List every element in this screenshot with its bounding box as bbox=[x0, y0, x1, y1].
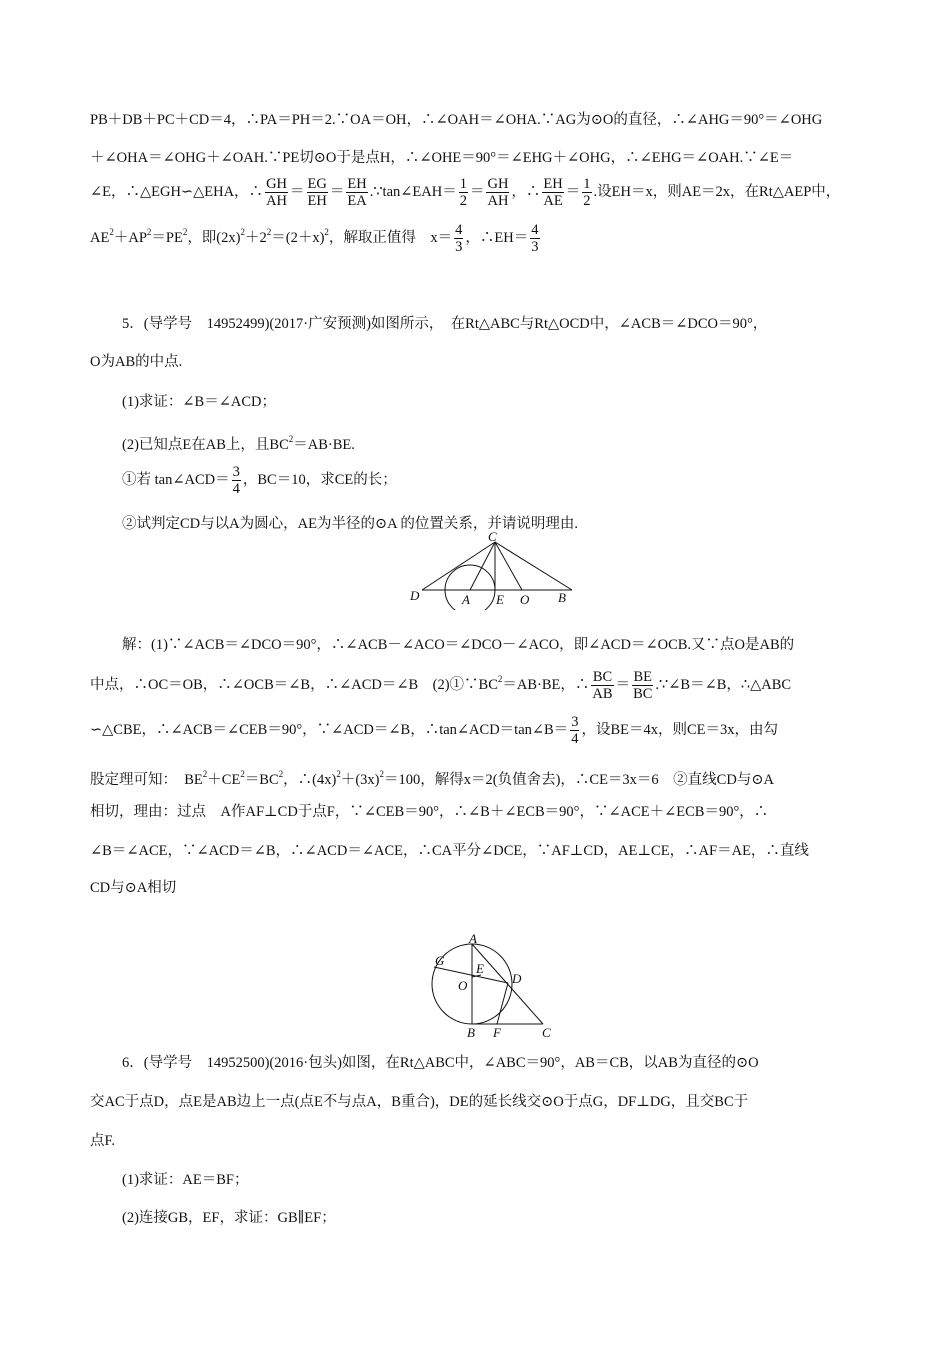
label-e: E bbox=[496, 592, 504, 607]
line-cb bbox=[495, 542, 572, 590]
fraction: $\frac{1}{2}$ bbox=[459, 176, 467, 209]
solution-5-line: CD与⊙A相切 bbox=[90, 880, 177, 896]
solution-5-line: 解：(1)∵∠ACB＝∠DCO＝90°，∴∠ACB－∠ACO＝∠DCO－∠ACO，即∠ACD＝∠OCB.又∵点O是AB的 bbox=[122, 637, 795, 653]
line-df bbox=[497, 983, 508, 1024]
line-co bbox=[495, 542, 522, 590]
question-6-stem: 交AC于点D，点E是AB边上一点(点E不与点A，B重合)，DE的延长线交⊙O于点G，DF⊥DG，且交BC于 bbox=[90, 1094, 749, 1110]
label-d: D bbox=[512, 971, 522, 986]
question-6-stem: 点F. bbox=[90, 1133, 116, 1149]
question-5-part-2-1: ①若 tan∠ACD＝ $\frac{3}{4}$ ，BC＝10，求CE的长； bbox=[122, 464, 397, 497]
fraction: $\frac{EH}{AE}$ bbox=[543, 176, 563, 209]
label-d: D bbox=[410, 588, 420, 603]
fraction: $\frac{3}{4}$ bbox=[571, 714, 579, 747]
solution-line: PB＋DB＋PC＋CD＝4，∴PA＝PH＝2.∵OA＝OH，∴∠OAH＝∠OHA.∵AG为⊙O的直径，∴∠AHG＝90°＝∠OHG bbox=[90, 112, 823, 128]
line-dc bbox=[422, 542, 495, 590]
question-5-stem: 5．(导学号 14952499)(2017·广安预测)如图所示， 在Rt△ABC与Rt△OCD中，∠ACB＝∠DCO＝90°， bbox=[122, 316, 768, 332]
fraction: $\frac{BE}{BC}$ bbox=[633, 669, 653, 703]
fraction: $\frac{1}{2}$ bbox=[583, 176, 591, 209]
solution-5-line: ∠B＝∠ACE，∵∠ACD＝∠B，∴∠ACD＝∠ACE，∴CA平分∠DCE，∵AF⊥CD，AE⊥CE，∴AF＝AE，∴直线 bbox=[90, 843, 809, 859]
label-c: C bbox=[488, 530, 497, 544]
label-b: B bbox=[558, 590, 566, 605]
label-b: B bbox=[467, 1025, 475, 1040]
solution-5-line: ∽△CBE，∴∠ACB＝∠CEB＝90°，∵∠ACD＝∠B，∴tan∠ACD＝tan∠B＝ $\frac{3}{4}$ ，设BE＝4x，则CE＝3x，由勾 bbox=[90, 714, 779, 747]
question-6-part-1: (1)求证：AE＝BF； bbox=[122, 1172, 249, 1188]
fraction: $\frac{EH}{EA}$ bbox=[347, 176, 367, 209]
fraction: $\frac{BC}{AB}$ bbox=[592, 669, 613, 703]
question-6-part-2: (2)连接GB，EF，求证：GB∥EF； bbox=[122, 1210, 336, 1226]
solution-5-line: 中点，∴OC＝OB，∴∠OCB＝∠B，∴∠ACD＝∠B $(2)①\because BC^2=AB\cdot BE$，∴ $\frac{BC}{AB}$ ＝ $\frac{BE}{BC}$ .∵∠B＝∠B，∴△ABC bbox=[90, 669, 792, 703]
question-5-part-2: (2)已知点E在AB上，且$BC^2=AB\cdot BE$. bbox=[122, 434, 355, 453]
solution-line: ＋∠OHA＝∠OHG＋∠OAH.∵PE切⊙O于是点H，∴∠OHE＝90°＝∠EHG＋∠OHG，∴∠EHG＝∠OAH.∵∠E＝ bbox=[90, 150, 794, 166]
label-o: O bbox=[520, 592, 530, 607]
geometry-figure-q6 bbox=[425, 930, 565, 1040]
solution-line: $AE^2+AP^2=PE^2$，即$(2x)^2+2^2=(2+x)^2$，解取正值得 x＝ $\frac{4}{3}$ ，∴EH＝ $\frac{4}{3}$ bbox=[90, 222, 539, 256]
question-5-part-1: (1)求证：∠B＝∠ACD； bbox=[122, 394, 276, 410]
fraction: $\frac{GH}{AH}$ bbox=[487, 176, 509, 209]
fraction: $\frac{EG}{EH}$ bbox=[307, 176, 327, 209]
label-c: C bbox=[542, 1025, 551, 1040]
label-e: E bbox=[476, 961, 484, 976]
question-6-stem: 6．(导学号 14952500)(2016·包头)如图，在Rt△ABC中，∠ABC＝90°，AB＝CB，以AB为直径的⊙O bbox=[122, 1055, 759, 1071]
question-5-part-2-2: ②试判定CD与以A为圆心，AE为半径的⊙A 的位置关系，并请说明理由. bbox=[122, 516, 579, 532]
solution-5-line: 相切，理由：过点 A作AF⊥CD于点F，∵∠CEB＝90°，∴∠B＋∠ECB＝90°，∵∠ACE＋∠ECB＝90°，∴ bbox=[90, 804, 769, 820]
label-f: F bbox=[493, 1025, 501, 1040]
fraction: $\frac{4}{3}$ bbox=[455, 222, 463, 256]
line-gd bbox=[434, 967, 508, 983]
circle-a bbox=[445, 565, 495, 610]
label-o: O bbox=[458, 978, 468, 993]
geometry-figure-q5 bbox=[400, 530, 590, 610]
label-a: A bbox=[462, 592, 470, 607]
solution-line: ∠E，∴△EGH∽△EHA，∴ $\frac{GH}{AH}$ ＝ $\frac{EG}{EH}$ ＝ $\frac{EH}{EA}$ .∵tan∠EAH＝ $\frac{1}{2}$ ＝ $\frac{GH}{AH}$ ，∴ $\frac{EH}{AE}$ ＝ $\frac{1}{2}$ .设EH＝x，则AE＝2x，在Rt△AEP中， bbox=[90, 176, 841, 209]
line-ca bbox=[470, 542, 495, 590]
solution-5-line: 股定理可知： $BE^2+CE^2=BC^2$，$\therefore(4x)^2+(3x)^2=100$，解得x＝2(负值舍去)，∴CE＝3x＝6 ②直线CD与⊙A bbox=[90, 769, 774, 788]
label-g: G bbox=[435, 953, 445, 968]
fraction: $\frac{3}{4}$ bbox=[232, 464, 240, 497]
fraction: $\frac{GH}{AH}$ bbox=[266, 176, 288, 209]
fraction: $\frac{4}{3}$ bbox=[531, 222, 539, 256]
question-5-stem: O为AB的中点. bbox=[90, 354, 183, 370]
label-a: A bbox=[469, 931, 477, 946]
